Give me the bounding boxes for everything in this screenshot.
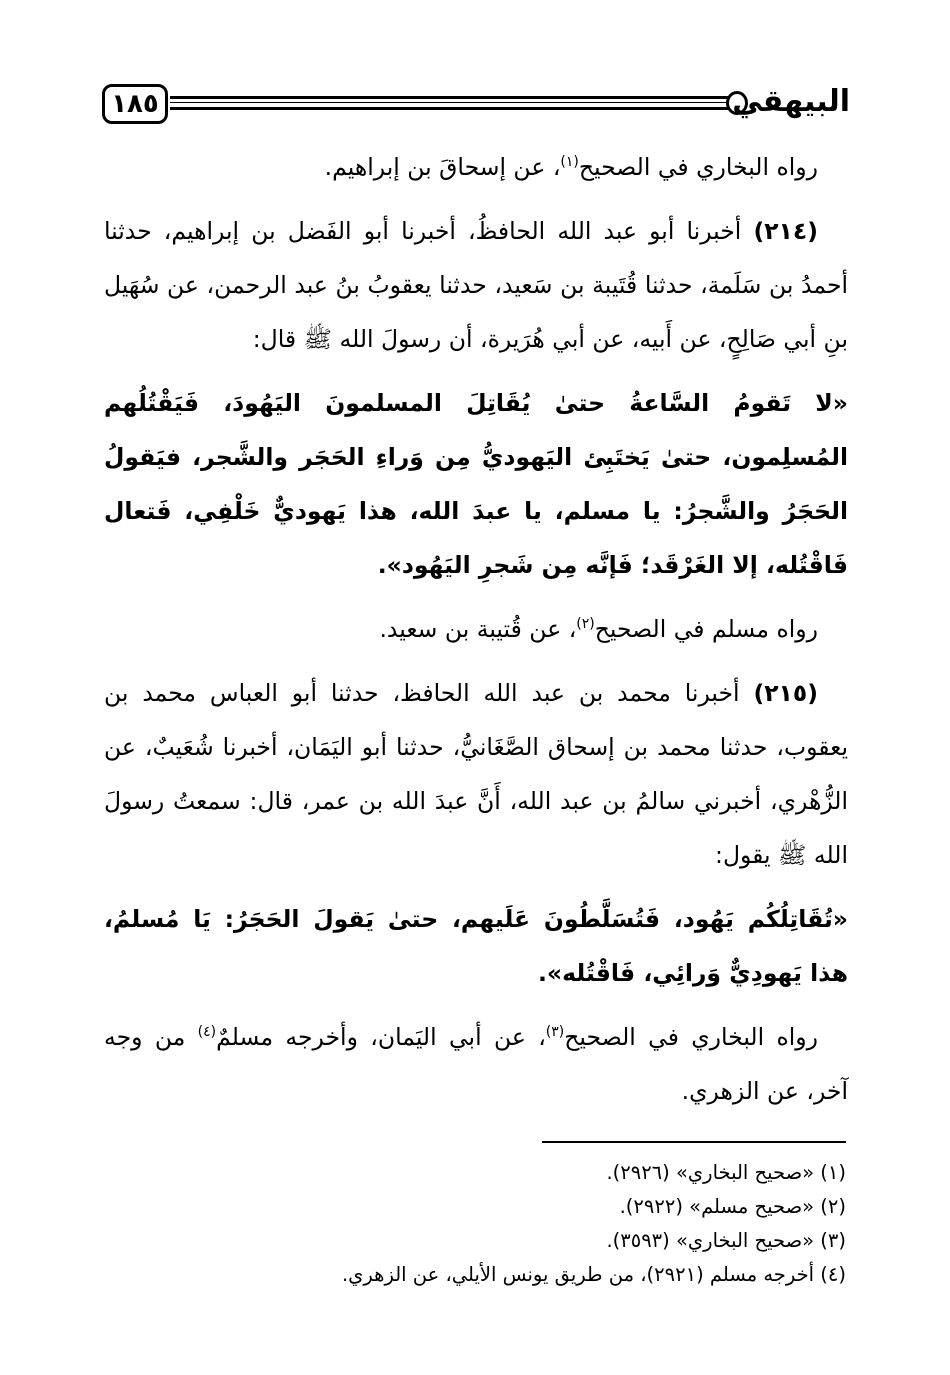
footnote-ref: (٤) — [197, 1024, 217, 1041]
footnote-2: (٢) «صحيح مسلم» (٢٩٢٢). — [619, 1195, 846, 1218]
running-header-title: البيهقي — [732, 84, 850, 119]
footnote-4: (٤) أخرجه مسلم (٢٩٢١)، من طريق يونس الأيلي، عن الزهري. — [341, 1263, 846, 1286]
footnote-ref: (٢) — [576, 616, 595, 633]
page-number: ١٨٥ — [102, 84, 168, 124]
isnad-text: أخبرنا أبو عبد الله الحافظُ، أخبرنا أبو الفَضل بن إبراهيم، حدثنا أحمدُ بن سَلَمة، حدثنا قُتَيبة بن سَعيد، حدثنا يعقوبُ بنُ عبد الرحمن، عن سُهَيل بنِ أبي صَالِحٍ، عن أَبيه، عن أبي هُرَيرة، أن رسولَ الله ﷺ قال: — [104, 217, 848, 353]
paragraph-narration-2 — [104, 602, 848, 656]
hadith-number: (٢١٥) — [753, 679, 818, 707]
footnote-ref: (١) — [560, 154, 579, 171]
footnote-separator — [542, 1141, 846, 1143]
hadith-number: (٢١٤) — [753, 217, 818, 245]
narration-text: ، عن قُتيبة بن سعيد. — [379, 615, 577, 643]
paragraph-matn-214: «لا تَقومُ السَّاعةُ حتىٰ يُقَاتِلَ المسلمونَ اليَهُودَ، فَيَقْتُلُهم المُسلِمون، حتىٰ يَختَبِئ اليَهوديُّ مِن وَراءِ الحَجَر والشَّجر، فيَقولُ الحَجَرُ والشَّجرُ: يا مسلم، يا عبدَ الله، هذا يَهوديٌّ خَلْفِي، فَتعال فَاقْتُله، إلا الغَرْقَد؛ فَإنَّه مِن شَجرِ اليَهُود». — [104, 389, 848, 579]
paragraph-matn-215: «تُقَاتِلُكُم يَهُود، فَتُسَلَّطُونَ عَلَيهم، حتىٰ يَقولَ الحَجَرُ: يَا مُسلمُ، هذا يَهودِيٌّ وَرائِي، فَاقْتُله». — [104, 905, 848, 987]
isnad-text: أخبرنا محمد بن عبد الله الحافظ، حدثنا أبو العباس محمد بن يعقوب، حدثنا محمد بن إسحاق الصَّغَانيُّ، حدثنا أبو اليَمَان، أخبرنا شُعَيبٌ، عن الزُّهْري، أخبرني سالمُ بن عبد الله، أَنَّ عبدَ الله بن عمر، قال: سمعتُ رسولَ الله ﷺ يقول: — [104, 679, 848, 869]
narration-text: ، عن أبي اليَمان، وأخرجه مسلمٌ — [216, 1023, 546, 1051]
narration-text: رواه البخاري في الصحيح — [564, 1023, 818, 1051]
narration-text: ، عن إسحاقَ بن إبراهيم. — [324, 153, 561, 181]
footnote-3: (٣) «صحيح البخاري» (٣٥٩٣). — [606, 1229, 846, 1252]
paragraph-narration-3 — [104, 1010, 848, 1118]
header-rule — [170, 96, 744, 110]
footnote-ref: (٣) — [545, 1024, 565, 1041]
footnote-1: (١) «صحيح البخاري» (٢٩٢٦). — [606, 1161, 846, 1184]
narration-text: من وجه آخر، عن الزهري. — [104, 1023, 848, 1105]
paragraph-narration-1 — [104, 140, 848, 194]
footnotes — [150, 1156, 846, 1292]
paragraph-hadith-215 — [104, 666, 848, 882]
narration-text: رواه البخاري في الصحيح — [578, 153, 818, 181]
paragraph-hadith-214 — [104, 204, 848, 366]
narration-text: رواه مسلم في الصحيح — [594, 615, 818, 643]
main-text — [104, 140, 848, 1128]
